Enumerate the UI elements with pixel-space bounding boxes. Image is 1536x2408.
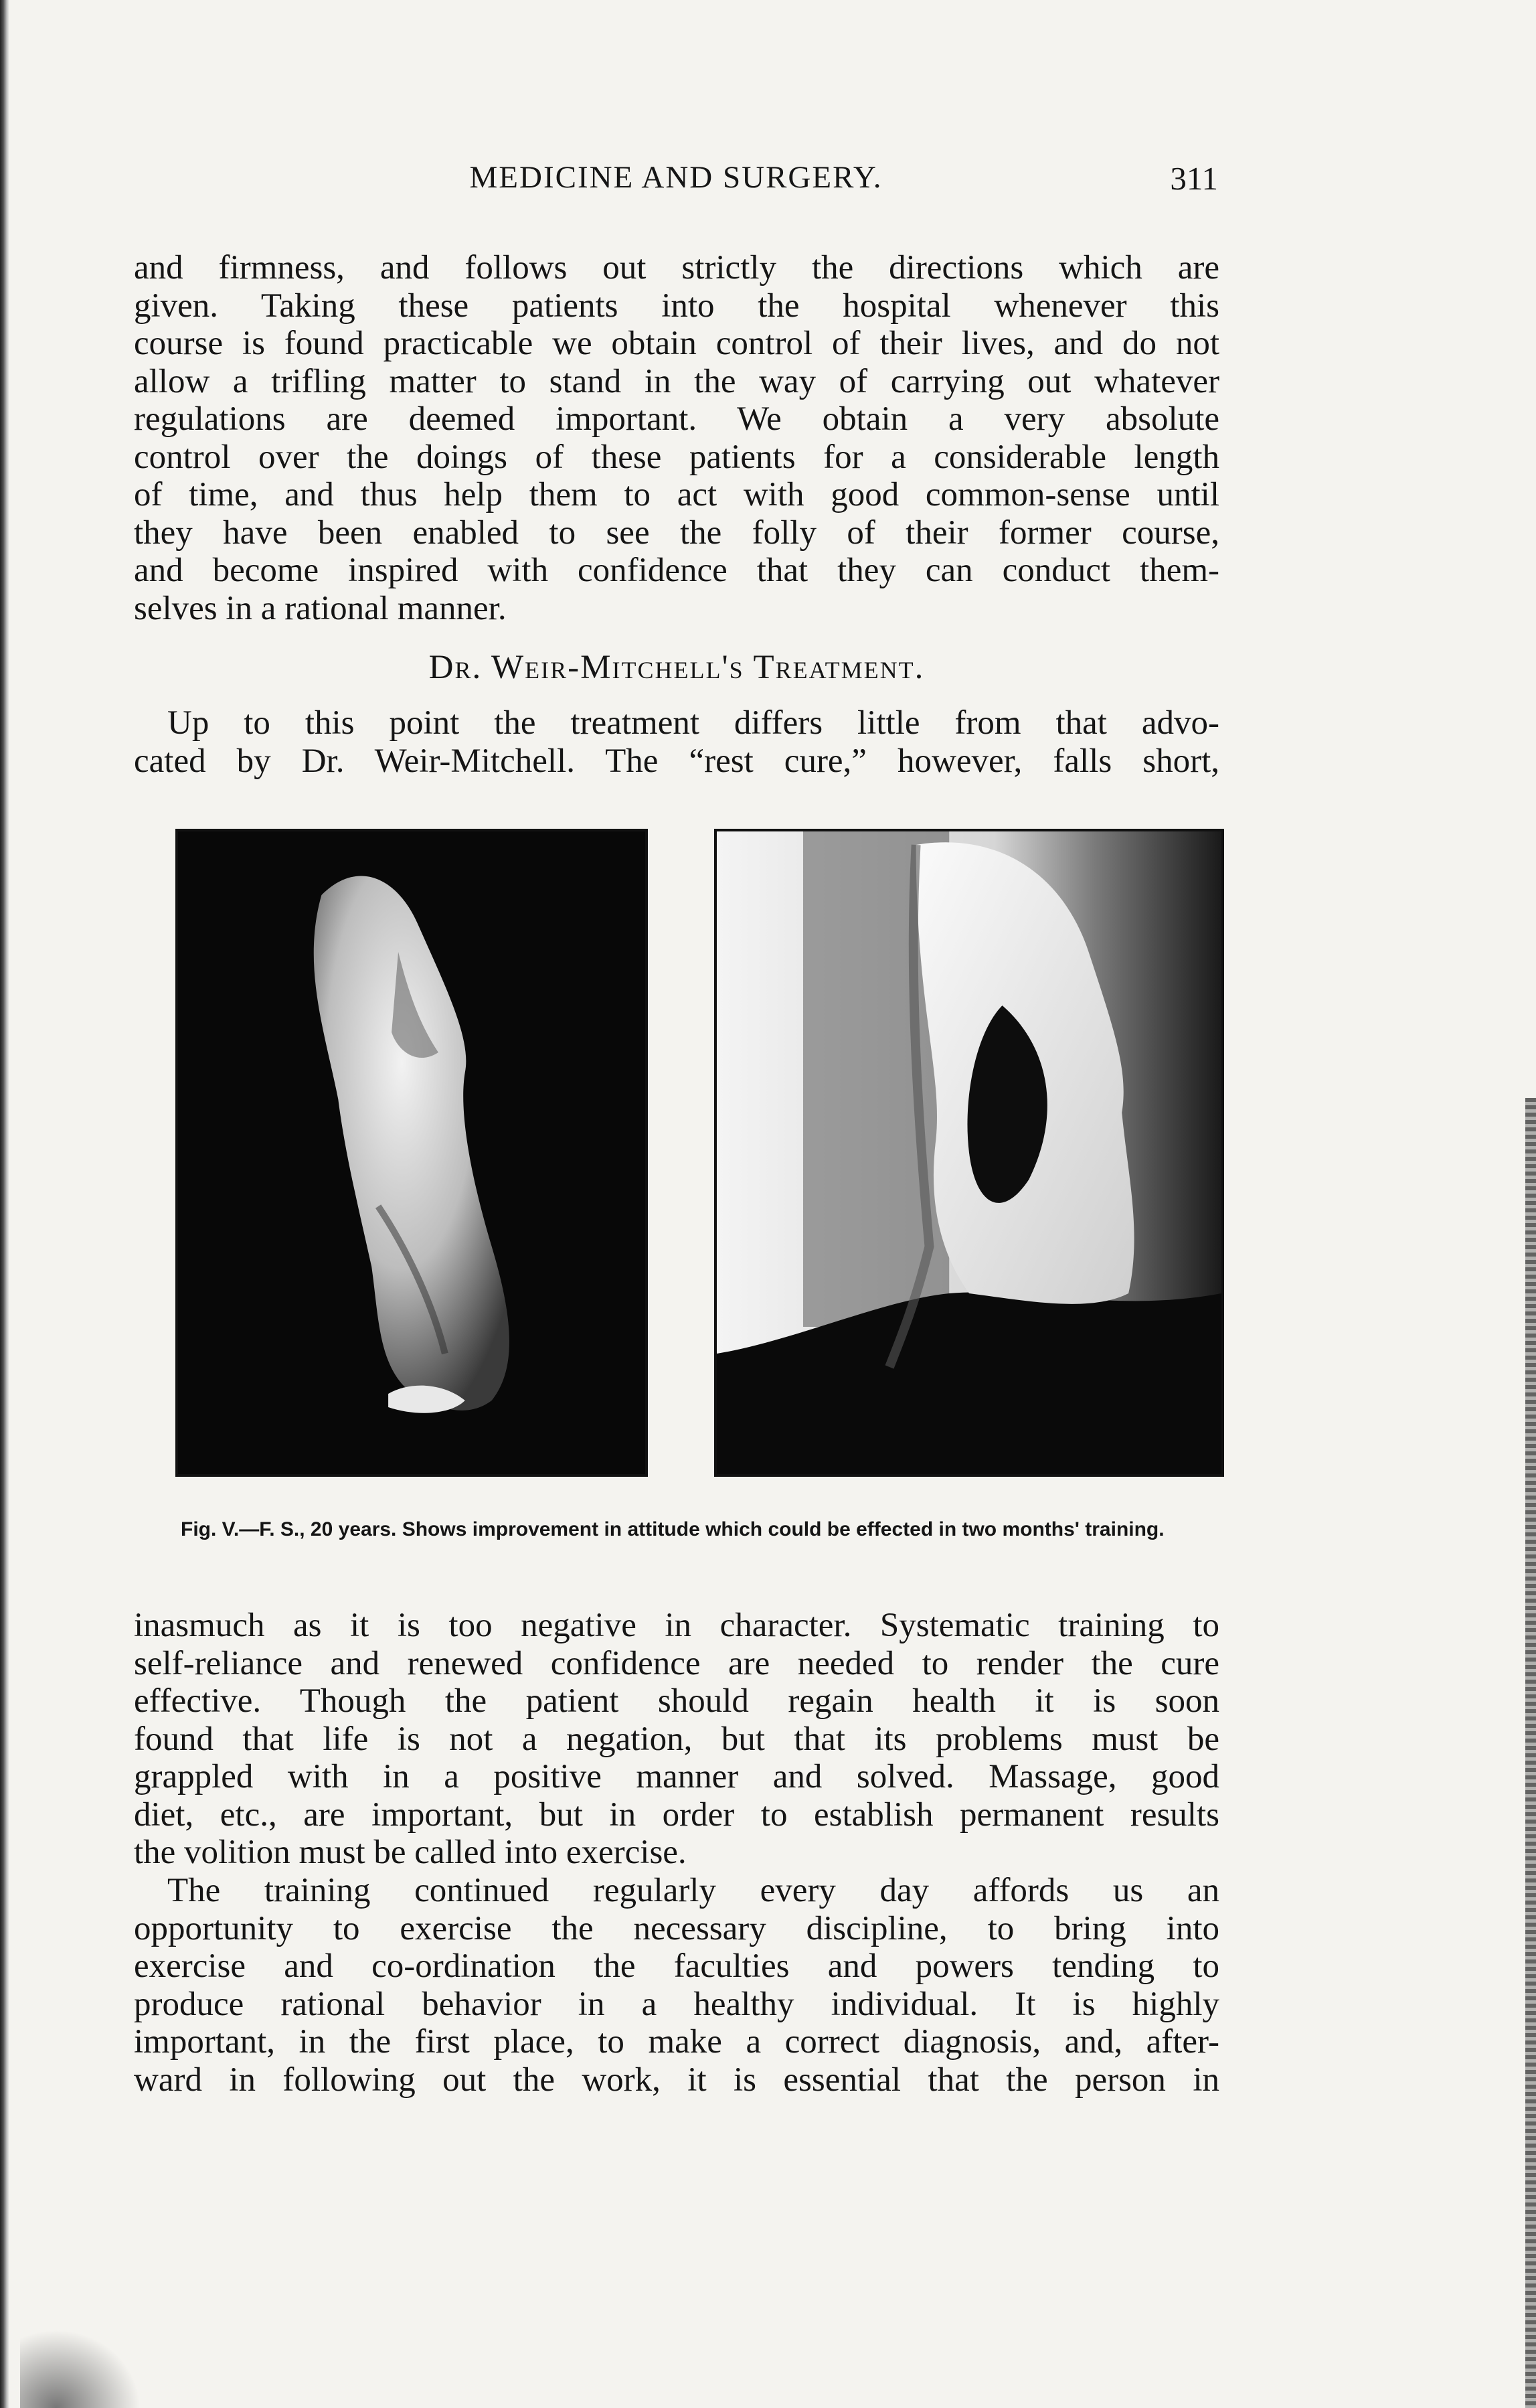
text-line: cated by Dr. Weir-Mitchell. The “rest cure,” however, falls short, (134, 742, 1219, 780)
text-line: control over the doings of these patients for a considerable length (134, 438, 1219, 476)
text-line: The training continued regularly every day affords us an (167, 1872, 1219, 1909)
torso-silhouette-before (178, 831, 645, 1474)
text-line: course is found practicable we obtain control of their lives, and do not (134, 325, 1219, 362)
top-paragraph (134, 249, 1219, 627)
text-line: effective. Though the patient should regain health it is soon (134, 1682, 1219, 1720)
text-line: self-reliance and renewed confidence are needed to render the cure (134, 1644, 1219, 1682)
text-line: and firmness, and follows out strictly the directions which are (134, 249, 1219, 287)
text-line: opportunity to exercise the necessary discipline, to bring into (134, 1909, 1219, 1947)
continuation-paragraph (134, 1607, 1219, 1872)
text-line: found that life is not a negation, but that its problems must be (134, 1720, 1219, 1758)
text-line: diet, etc., are important, but in order to establish permanent results (134, 1795, 1219, 1834)
torso-silhouette-after (717, 831, 1221, 1474)
text-line: exercise and co-ordination the faculties and powers tending to (134, 1947, 1219, 1985)
text-line: inasmuch as it is too negative in character. Systematic training to (134, 1607, 1219, 1644)
running-head: MEDICINE AND SURGERY. (469, 160, 883, 195)
page-edge-shadow (0, 0, 9, 2408)
text-line: Up to this point the treatment differs little from that advo- (167, 704, 1219, 742)
text-line: allow a trifling matter to stand in the way of carrying out whatever (134, 362, 1219, 400)
page-edge-binding (1525, 1098, 1536, 2408)
text-line: ward in following out the work, it is essential that the person in (134, 2061, 1219, 2099)
text-line: the volition must be called into exercise. (134, 1834, 687, 1871)
scan-shadow (20, 2330, 141, 2408)
text-line: selves in a rational manner. (134, 589, 507, 627)
text-line: of time, and thus help them to act with good common-sense until (134, 476, 1219, 513)
figure-caption: Fig. V.—F. S., 20 years. Shows improvement in attitude which could be effected in two months' training. (181, 1518, 1165, 1540)
text-line: grappled with in a positive manner and solved. Massage, good (134, 1758, 1219, 1795)
section-heading: Dr. Weir-Mitchell's Treatment. (428, 649, 925, 686)
text-line: regulations are deemed important. We obtain a very absolute (134, 400, 1219, 438)
text-line: important, in the first place, to make a correct diagnosis, and, after- (134, 2023, 1219, 2061)
text-line: produce rational behavior in a healthy individual. It is highly (134, 1985, 1219, 2023)
figure-photo-after (714, 829, 1224, 1477)
section-paragraph (134, 704, 1219, 780)
text-line: they have been enabled to see the folly of their former course, (134, 513, 1219, 552)
figure-photo-before (175, 829, 648, 1477)
page-header (134, 159, 1218, 206)
text-line: given. Taking these patients into the hospital whenever this (134, 287, 1219, 325)
text-line: and become inspired with confidence that they can conduct them- (134, 552, 1219, 589)
page-number: 311 (1170, 160, 1218, 197)
final-paragraph (134, 1872, 1219, 2099)
